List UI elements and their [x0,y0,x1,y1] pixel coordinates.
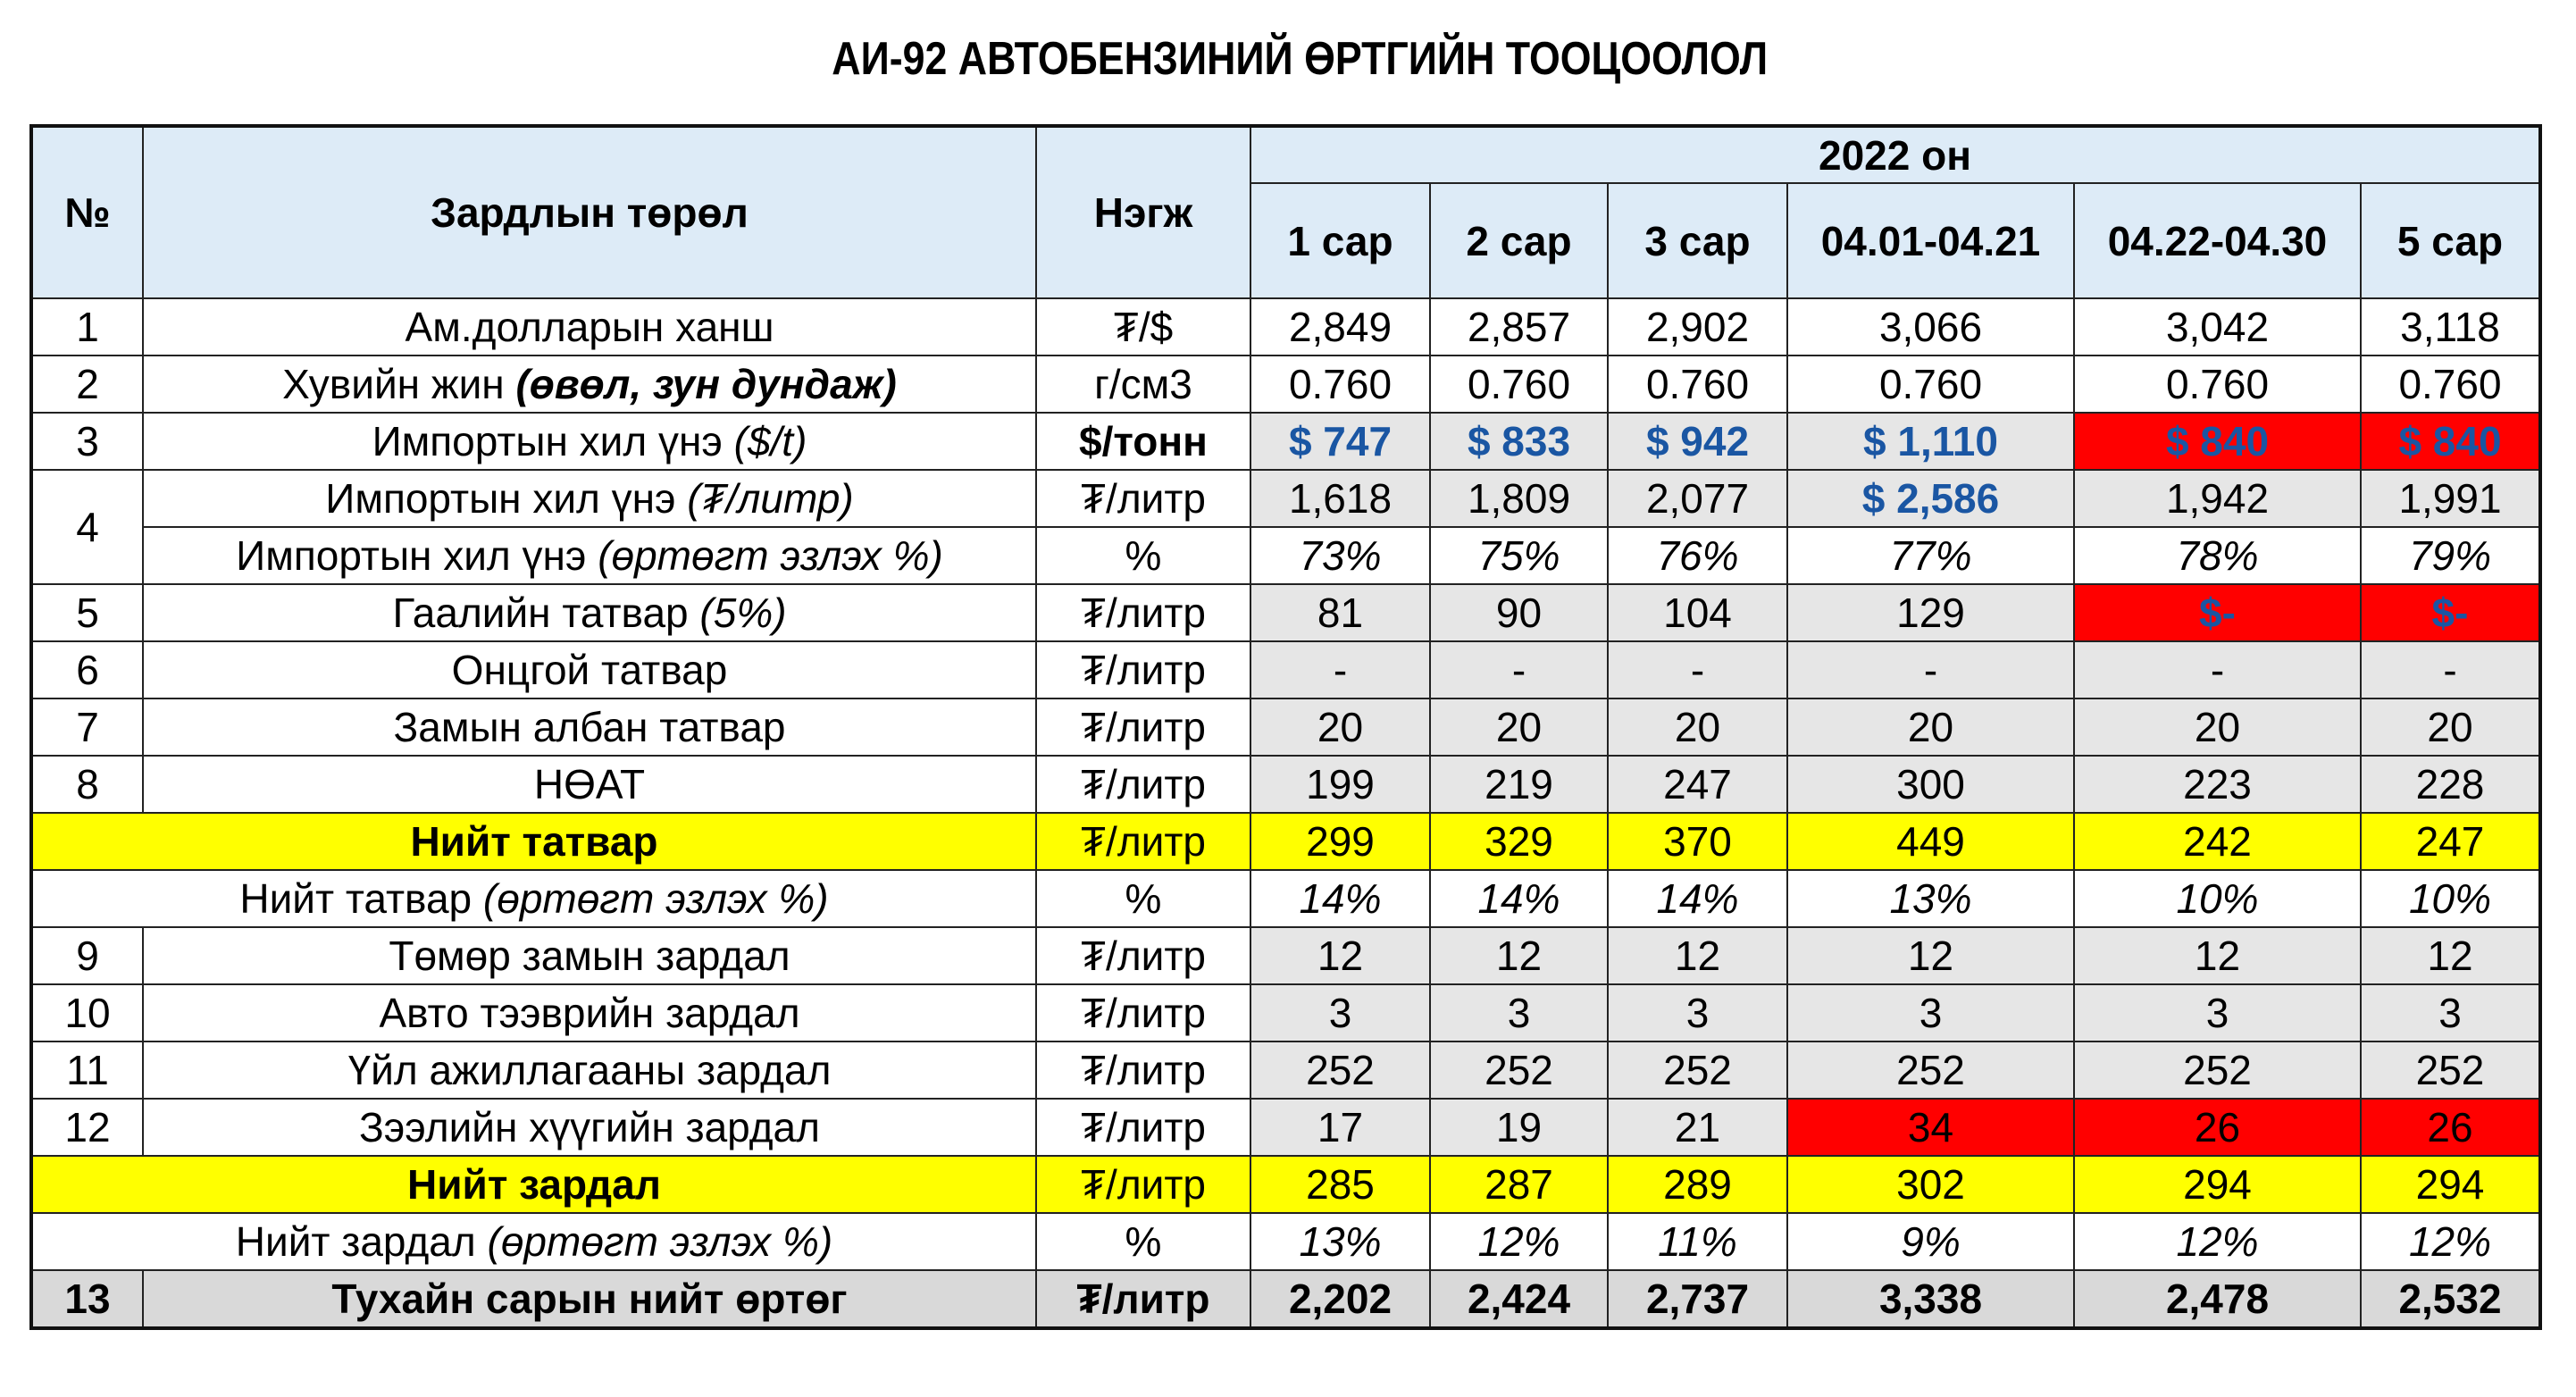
value-cell: 75% [1430,527,1608,584]
value-cell: 1,942 [2074,470,2361,527]
value-cell: 81 [1250,584,1430,641]
value-cell: 14% [1250,870,1430,927]
table-row [31,1099,2540,1156]
value-cell: $ 833 [1430,413,1608,470]
page-title: АИ-92 АВТОБЕНЗИНИЙ ӨРТГИЙН ТООЦООЛОЛ [832,33,1768,85]
row-unit: г/см3 [1036,356,1250,413]
value-cell: 300 [1787,756,2074,813]
value-cell: 20 [2361,698,2540,756]
grand-total-row [31,1270,2540,1328]
row-label: Импортын хил үнэ (₮/литр) [143,470,1036,527]
row-label: Гаалийн татвар (5%) [143,584,1036,641]
value-cell: - [1787,641,2074,698]
table-row [31,1041,2540,1099]
row-number: 7 [31,698,143,756]
value-cell: 2,902 [1608,298,1787,356]
row-unit: ₮/литр [1036,470,1250,527]
value-cell: 1,991 [2361,470,2540,527]
table-row [31,584,2540,641]
total-cost-row [31,1156,2540,1213]
row-label: Нийт татвар [31,813,1036,870]
value-cell-alert: $- [2074,584,2361,641]
value-cell: 2,424 [1430,1270,1608,1328]
value-cell: 287 [1430,1156,1608,1213]
table-row [31,356,2540,413]
row-label: Нийт зардал (өртөгт эзлэх %) [31,1213,1036,1270]
value-cell: 129 [1787,584,2074,641]
table-row [31,927,2540,984]
row-number: 5 [31,584,143,641]
header-period: 2 сар [1430,183,1608,298]
value-cell: 242 [2074,813,2361,870]
value-cell: 9% [1787,1213,2074,1270]
value-cell: $ 747 [1250,413,1430,470]
value-cell: 3 [2361,984,2540,1041]
row-number: 11 [31,1041,143,1099]
table-row [31,298,2540,356]
row-label: Ам.долларын ханш [143,298,1036,356]
value-cell: 2,737 [1608,1270,1787,1328]
value-cell: 252 [2361,1041,2540,1099]
value-cell: 247 [1608,756,1787,813]
value-cell-alert: 26 [2074,1099,2361,1156]
header-period: 04.22-04.30 [2074,183,2361,298]
value-cell: 12% [2361,1213,2540,1270]
row-label: Онцгой татвар [143,641,1036,698]
table-row [31,984,2540,1041]
value-cell: 2,857 [1430,298,1608,356]
value-cell: 329 [1430,813,1608,870]
header-year: 2022 он [1250,126,2540,183]
row-number: 10 [31,984,143,1041]
value-cell: 13% [1250,1213,1430,1270]
value-cell: 17 [1250,1099,1430,1156]
value-cell: 228 [2361,756,2540,813]
row-unit: ₮/литр [1036,1156,1250,1213]
row-unit: ₮/литр [1036,641,1250,698]
row-unit: ₮/литр [1036,1270,1250,1328]
value-cell: 76% [1608,527,1787,584]
value-cell: 3 [1250,984,1430,1041]
value-cell-alert: 34 [1787,1099,2074,1156]
value-cell: 252 [1430,1041,1608,1099]
row-number: 9 [31,927,143,984]
total-tax-row [31,813,2540,870]
row-label: Нийт татвар (өртөгт эзлэх %) [31,870,1036,927]
header-unit: Нэгж [1036,126,1250,298]
value-cell: 79% [2361,527,2540,584]
value-cell: 12 [1250,927,1430,984]
value-cell: 3 [1608,984,1787,1041]
value-cell: 0.760 [1250,356,1430,413]
row-label: Импортын хил үнэ ($/t) [143,413,1036,470]
row-label: Үйл ажиллагааны зардал [143,1041,1036,1099]
header-no: № [31,126,143,298]
value-cell-alert: $- [2361,584,2540,641]
row-unit: ₮/литр [1036,1099,1250,1156]
value-cell: 2,202 [1250,1270,1430,1328]
value-cell: 3 [1787,984,2074,1041]
value-cell: 2,532 [2361,1270,2540,1328]
cost-table [29,124,2542,1330]
value-cell: 20 [1430,698,1608,756]
value-cell: 247 [2361,813,2540,870]
value-cell: 285 [1250,1156,1430,1213]
value-cell: 1,809 [1430,470,1608,527]
value-cell: 3,118 [2361,298,2540,356]
row-number: 6 [31,641,143,698]
value-cell: 294 [2074,1156,2361,1213]
value-cell: 20 [2074,698,2361,756]
value-cell: 289 [1608,1156,1787,1213]
value-cell: 20 [1250,698,1430,756]
value-cell: $ 1,110 [1787,413,2074,470]
value-cell-alert: $ 840 [2074,413,2361,470]
value-cell: 90 [1430,584,1608,641]
table-row [31,756,2540,813]
row-unit: ₮/литр [1036,1041,1250,1099]
value-cell: 252 [1787,1041,2074,1099]
value-cell: 20 [1608,698,1787,756]
header-period: 5 сар [2361,183,2540,298]
value-cell: 2,849 [1250,298,1430,356]
value-cell: 3 [2074,984,2361,1041]
row-number: 1 [31,298,143,356]
row-number: 4 [31,470,143,584]
value-cell: 3,066 [1787,298,2074,356]
value-cell: 3 [1430,984,1608,1041]
row-unit: ₮/литр [1036,984,1250,1041]
value-cell: 252 [2074,1041,2361,1099]
value-cell: 12% [1430,1213,1608,1270]
value-cell: 78% [2074,527,2361,584]
value-cell: 11% [1608,1213,1787,1270]
value-cell: 0.760 [1430,356,1608,413]
table-row [31,698,2540,756]
row-label: Нийт зардал [31,1156,1036,1213]
value-cell: 199 [1250,756,1430,813]
header-cost-type: Зардлын төрөл [143,126,1036,298]
row-unit: $/тонн [1036,413,1250,470]
value-cell: 0.760 [1787,356,2074,413]
table-row [31,527,2540,584]
row-unit: ₮/литр [1036,698,1250,756]
value-cell: - [1250,641,1430,698]
value-cell: - [2361,641,2540,698]
value-cell: 12 [2361,927,2540,984]
row-unit: ₮/литр [1036,927,1250,984]
row-label: НӨАТ [143,756,1036,813]
row-label: Импортын хил үнэ (өртөгт эзлэх %) [143,527,1036,584]
row-label: Төмөр замын зардал [143,927,1036,984]
value-cell: 14% [1430,870,1608,927]
row-number: 13 [31,1270,143,1328]
table-row [31,470,2540,527]
value-cell: 219 [1430,756,1608,813]
value-cell: 1,618 [1250,470,1430,527]
value-cell: 12% [2074,1213,2361,1270]
row-label: Зээлийн хүүгийн зардал [143,1099,1036,1156]
value-cell: 3,338 [1787,1270,2074,1328]
row-unit: % [1036,527,1250,584]
row-unit: ₮/литр [1036,813,1250,870]
table-row [31,413,2540,470]
value-cell: 20 [1787,698,2074,756]
value-cell: - [2074,641,2361,698]
value-cell: 294 [2361,1156,2540,1213]
value-cell: 252 [1250,1041,1430,1099]
value-cell: 3,042 [2074,298,2361,356]
value-cell: 73% [1250,527,1430,584]
row-label: Хувийн жин (өвөл, зун дундаж) [143,356,1036,413]
value-cell: 10% [2074,870,2361,927]
value-cell: 449 [1787,813,2074,870]
value-cell: 12 [1608,927,1787,984]
value-cell: 12 [1787,927,2074,984]
header-period: 1 сар [1250,183,1430,298]
row-label: Авто тээврийн зардал [143,984,1036,1041]
value-cell: 21 [1608,1099,1787,1156]
row-unit: ₮/литр [1036,756,1250,813]
value-cell-alert: $ 840 [2361,413,2540,470]
value-cell: - [1430,641,1608,698]
row-label: Замын албан татвар [143,698,1036,756]
value-cell: 10% [2361,870,2540,927]
row-number: 3 [31,413,143,470]
row-unit: ₮/$ [1036,298,1250,356]
value-cell: $ 942 [1608,413,1787,470]
value-cell: - [1608,641,1787,698]
row-number: 8 [31,756,143,813]
value-cell: 302 [1787,1156,2074,1213]
value-cell: 370 [1608,813,1787,870]
value-cell: 13% [1787,870,2074,927]
value-cell: 12 [1430,927,1608,984]
row-unit: % [1036,870,1250,927]
header-period: 3 сар [1608,183,1787,298]
value-cell: 2,077 [1608,470,1787,527]
value-cell: 14% [1608,870,1787,927]
value-cell: 0.760 [2361,356,2540,413]
row-number: 2 [31,356,143,413]
row-label: Тухайн сарын нийт өртөг [143,1270,1036,1328]
row-unit: % [1036,1213,1250,1270]
value-cell: 19 [1430,1099,1608,1156]
row-unit: ₮/литр [1036,584,1250,641]
value-cell: 0.760 [1608,356,1787,413]
value-cell: 252 [1608,1041,1787,1099]
value-cell: 0.760 [2074,356,2361,413]
table-row [31,641,2540,698]
value-cell: $ 2,586 [1787,470,2074,527]
row-number: 12 [31,1099,143,1156]
value-cell-alert: 26 [2361,1099,2540,1156]
value-cell: 2,478 [2074,1270,2361,1328]
table-row [31,870,2540,927]
value-cell: 104 [1608,584,1787,641]
value-cell: 77% [1787,527,2074,584]
table-row [31,1213,2540,1270]
value-cell: 223 [2074,756,2361,813]
header-period: 04.01-04.21 [1787,183,2074,298]
value-cell: 299 [1250,813,1430,870]
value-cell: 12 [2074,927,2361,984]
